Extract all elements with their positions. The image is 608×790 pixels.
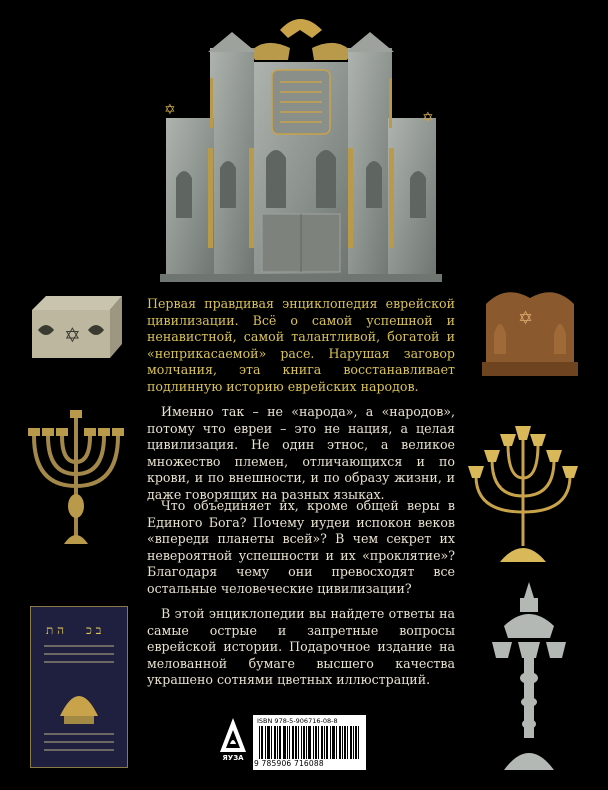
bronze-menorah-illustration	[20, 406, 132, 558]
isbn-barcode	[253, 715, 366, 770]
barcode-bar	[347, 726, 348, 759]
barcode-bar	[342, 726, 343, 759]
barcode-bar	[318, 726, 319, 759]
barcode-bar	[306, 726, 307, 759]
barcode-bar	[330, 726, 331, 759]
torah-ark-illustration	[150, 8, 452, 286]
barcode-bar	[345, 726, 346, 759]
barcode-bar	[283, 726, 284, 759]
body-paragraph-3: В этой энциклопедии вы найдете ответы на самые острые и запретные вопросы еврейской истории. Подарочное издание на мелованной бумаге высшего качества украшено сотнями цветных иллюстраций.	[147, 606, 455, 688]
barcode-bar	[289, 726, 290, 759]
barcode-bar	[287, 726, 288, 759]
barcode-bar	[304, 726, 305, 759]
barcode-bar	[271, 726, 272, 759]
barcode-bar	[350, 726, 351, 759]
barcode-bar	[295, 726, 296, 759]
barcode-bar	[316, 726, 317, 759]
body-paragraph-2: Что объединяет их, кроме общей веры в Единого Бога? Почему иудеи испокон веков «впереди планеты всей»? В чем секрет их невероятной успешности и их «проклятие»? Благодаря чему они превосходят все остальные человеческие цивилизации?	[147, 498, 455, 596]
isbn-label: ISBN 978-5-906716-08-8	[257, 717, 338, 725]
barcode-bar	[340, 726, 341, 759]
barcode-bar	[322, 726, 323, 759]
barcode-bar	[310, 726, 311, 759]
barcode-bar	[336, 726, 337, 759]
barcode-bar	[333, 726, 334, 759]
svg-text:✡: ✡	[422, 110, 434, 126]
barcode-bar	[265, 726, 266, 759]
barcode-bar	[339, 726, 340, 759]
barcode-bar	[284, 726, 285, 759]
barcode-bar	[353, 726, 354, 759]
barcode-bar	[277, 726, 278, 759]
silver-box-illustration	[26, 290, 126, 362]
barcode-bar	[301, 726, 302, 759]
lead-paragraph: Первая правдивая энциклопедия еврейской цивилизации. Всё о самой успешной и ненавистной, самой талантливой, богатой и «неприкасаемой» расе. Нарушая заговор молчания, эта книга восстанавливает подлинную историю еврейских народов.	[147, 296, 455, 394]
barcode-bar	[292, 726, 293, 759]
barcode-bar	[308, 726, 309, 759]
barcode-bar	[298, 726, 299, 759]
barcode-bar	[358, 726, 359, 759]
barcode-bar	[279, 726, 280, 759]
body-paragraph-1: Именно так – не «народа», а «народов», потому что евреи – это не нация, а целая цивилизация. Не один этнос, а великое множество племен, отличающихся и по крови, и по внешности, и по образу жизни, и даже говорящих на разных языках.	[147, 404, 455, 502]
barcode-bar	[280, 726, 281, 759]
barcode-bar	[285, 726, 286, 759]
svg-text:ה ת: ה ת	[46, 623, 65, 637]
barcode-bar	[313, 726, 314, 759]
svg-text:ב כ: ב כ	[86, 623, 102, 637]
barcode-bar	[334, 726, 335, 759]
copper-panel-illustration	[476, 284, 584, 384]
barcode-bar	[269, 726, 270, 759]
barcode-bar	[259, 726, 260, 759]
barcode-bar	[356, 726, 357, 759]
svg-text:✡: ✡	[164, 102, 176, 118]
barcode-bar	[262, 726, 263, 759]
barcode-bar	[315, 726, 316, 759]
barcode-bar	[321, 726, 322, 759]
publisher-logo	[218, 716, 248, 768]
publisher-logo-icon	[218, 716, 248, 754]
barcode-bar	[344, 726, 345, 759]
barcode-digits: 9 785906 716088	[254, 759, 324, 768]
publisher-name: ЯУЗА	[222, 754, 244, 762]
barcode-bar	[261, 726, 262, 759]
barcode-bar	[267, 726, 268, 759]
barcode-bar	[355, 726, 356, 759]
svg-text:✡: ✡	[518, 308, 534, 329]
gold-candelabra-illustration	[460, 416, 586, 570]
barcode-bar	[268, 726, 269, 759]
barcode-bar	[296, 726, 297, 759]
barcode-bar	[327, 726, 328, 759]
barcode-bar	[332, 726, 333, 759]
barcode-bar	[275, 726, 276, 759]
barcode-bar	[326, 726, 327, 759]
svg-text:✡: ✡	[64, 323, 81, 347]
silver-spice-tower-illustration	[490, 578, 568, 774]
barcode-bar	[303, 726, 304, 759]
barcode-bar	[309, 726, 310, 759]
barcode-bar	[351, 726, 352, 759]
barcode-bar	[293, 726, 294, 759]
barcode-bar	[324, 726, 325, 759]
tapestry-illustration	[30, 606, 128, 768]
barcode-bar	[274, 726, 275, 759]
barcode-bars	[259, 726, 360, 759]
